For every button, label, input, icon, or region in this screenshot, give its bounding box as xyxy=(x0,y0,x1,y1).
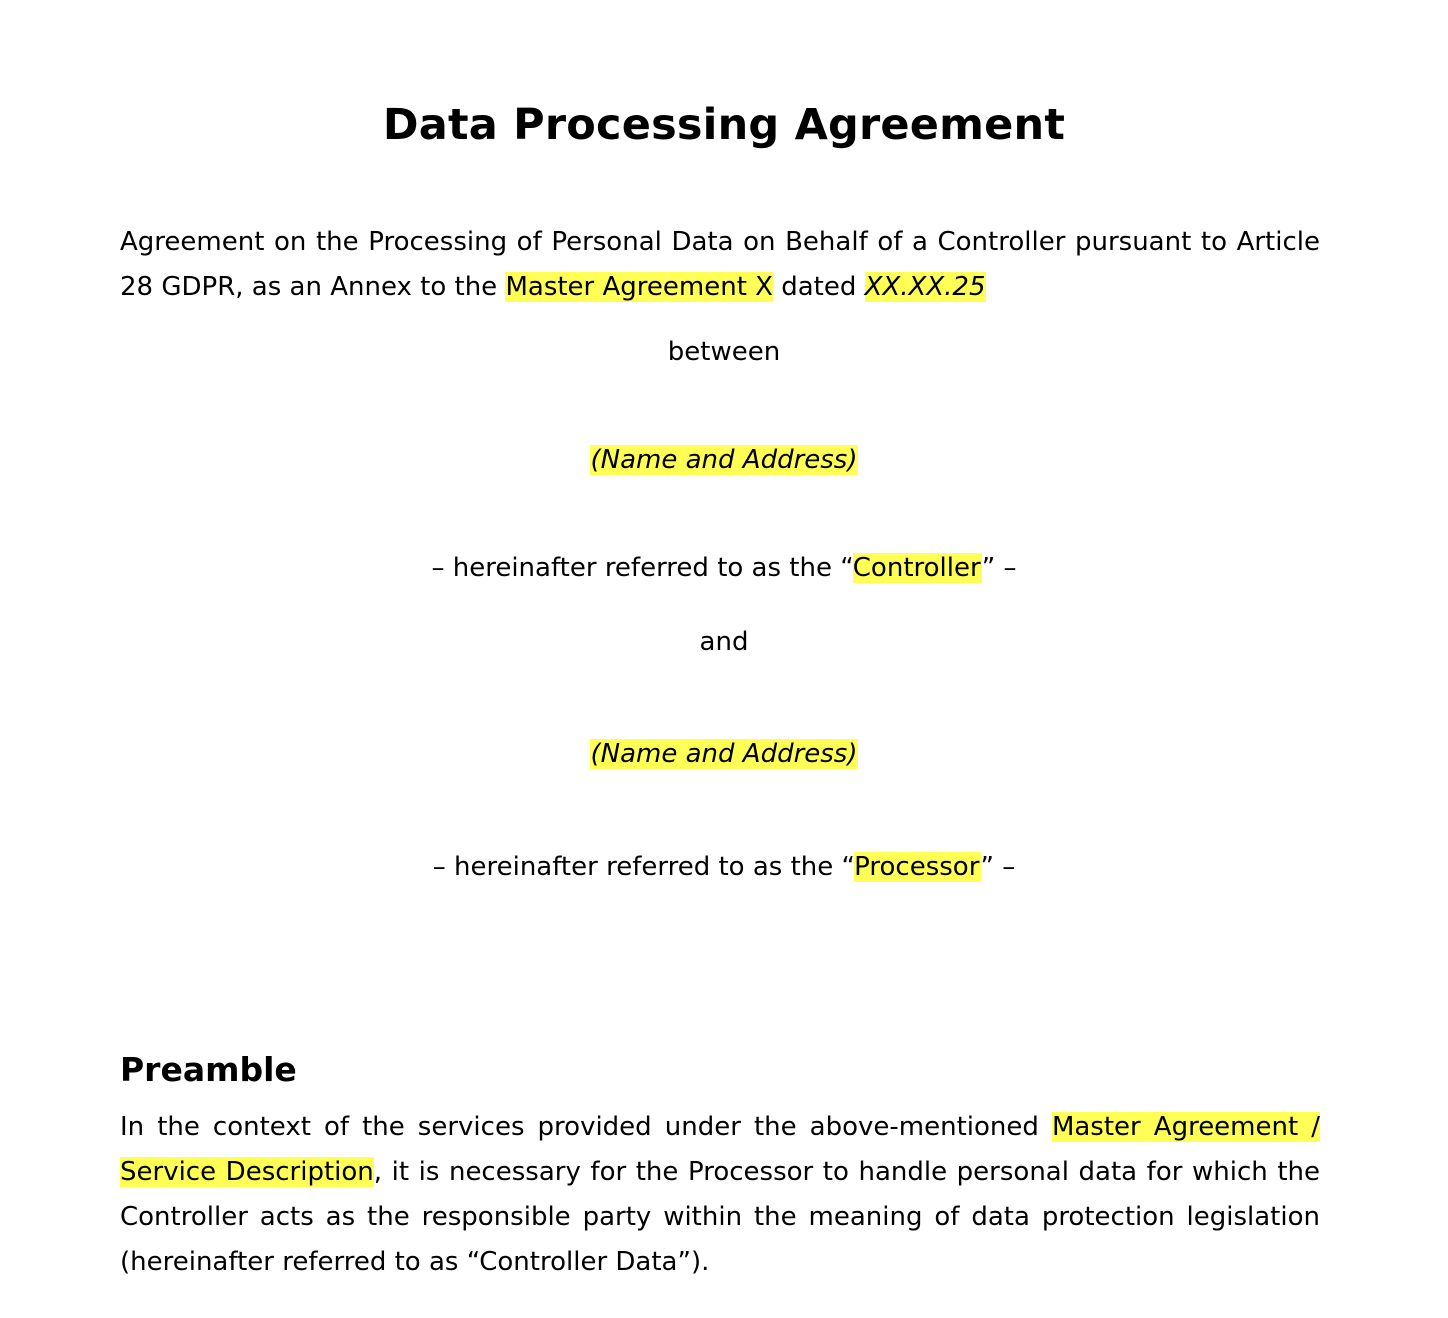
preamble-text-after: , it is necessary for the Processor to handle personal data for which the Controller acts as the responsible party within the meaning of data protection legislation (hereinafter referred to as “Controller Data”). xyxy=(120,1157,1321,1277)
party-one-role-line xyxy=(0,548,1448,588)
date-placeholder: XX.XX.25 xyxy=(864,272,986,302)
party-one-name-address: (Name and Address) xyxy=(590,445,858,475)
between-label: between xyxy=(667,337,781,367)
party-one-role: Controller xyxy=(852,553,982,583)
party-two-referred-prefix: – hereinafter referred to as the “ xyxy=(432,852,855,882)
party-two-role: Processor xyxy=(854,852,981,882)
preamble-highlight: Master Agreement / Service Description xyxy=(120,1112,1320,1187)
intro-paragraph xyxy=(120,220,1320,310)
party-two-name-address: (Name and Address) xyxy=(590,739,858,769)
preamble-paragraph xyxy=(120,1105,1320,1285)
party-two-referred-suffix: ” – xyxy=(980,852,1016,882)
party-two-line xyxy=(0,734,1448,774)
party-one-line xyxy=(0,440,1448,480)
intro-text: Agreement on the Processing of Personal Data on Behalf of a Controller pursuant to Article 28 GDPR, as an Annex to the xyxy=(120,227,1320,302)
party-one-referred-suffix: ” – xyxy=(981,553,1017,583)
master-agreement-placeholder: Master Agreement X xyxy=(505,272,773,302)
party-two-role-line xyxy=(0,847,1448,887)
party-one-referred-prefix: – hereinafter referred to as the “ xyxy=(431,553,853,583)
dated-label: dated xyxy=(772,272,865,302)
preamble-text-before: In the context of the services provided under the above-mentioned xyxy=(120,1112,1052,1142)
and-label: and xyxy=(699,627,749,657)
document-title: Data Processing Agreement xyxy=(382,100,1066,150)
preamble-heading: Preamble xyxy=(120,1050,297,1089)
